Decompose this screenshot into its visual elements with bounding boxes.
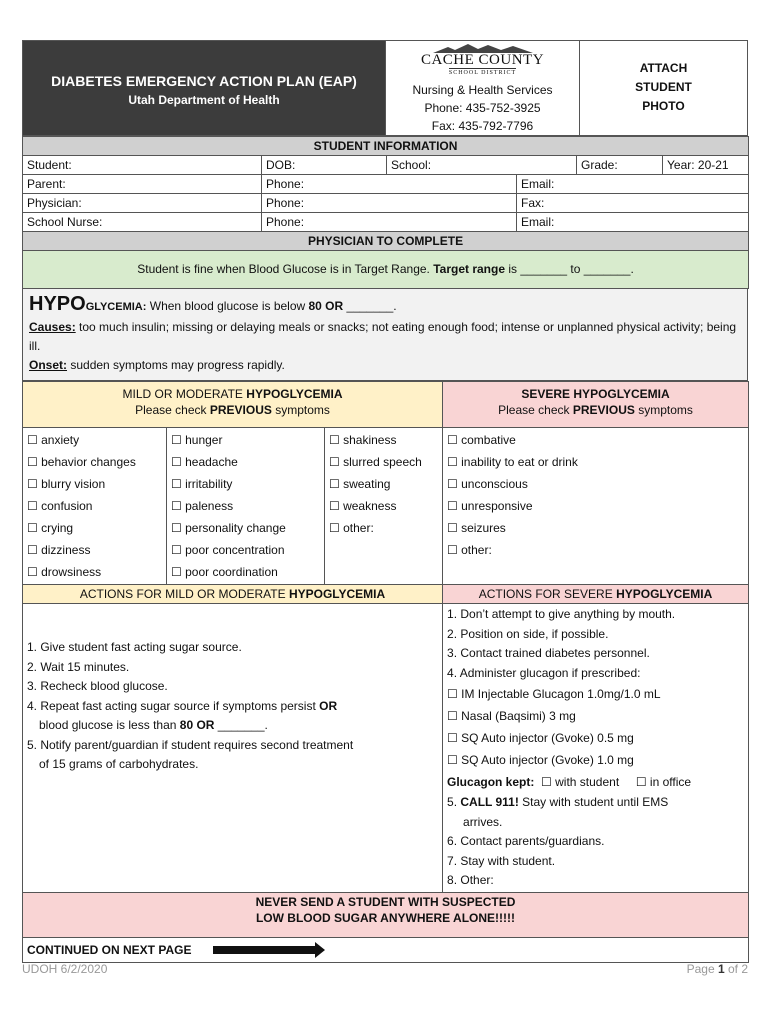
severe-symptoms (443, 428, 749, 585)
nurse-email-field[interactable]: Email: (517, 213, 749, 232)
hypo-desc-blank[interactable]: _______. (343, 299, 397, 313)
symptom-checkbox[interactable]: ☐ behavior changes (27, 455, 136, 469)
symptom-checkbox[interactable]: ☐ seizures (447, 521, 506, 535)
step5-num: 5. (447, 795, 461, 809)
year-field[interactable]: Year: 20-21 (663, 156, 749, 175)
hypo-desc: When blood glucose is below (146, 299, 309, 313)
step4-text: 4. Repeat fast acting sugar source if symptoms persist (27, 698, 320, 713)
form-subtitle: Utah Department of Health (128, 93, 280, 107)
mild-symptoms-col3 (325, 428, 443, 585)
symptom-checkbox[interactable]: ☐ other: (329, 521, 374, 535)
never-alone-warning (23, 892, 749, 937)
symptom-checkbox[interactable]: ☐ hunger (171, 433, 223, 447)
mild-symptoms-col2 (167, 428, 325, 585)
action-step: of 15 grams of carbohydrates. (39, 757, 199, 771)
symptom-checkbox[interactable]: ☐ unconscious (447, 477, 528, 491)
parent-email-field[interactable]: Email: (517, 175, 749, 194)
arrow-right-icon (213, 946, 317, 954)
photo-line-2: STUDENT (635, 80, 692, 94)
continued-row (23, 937, 749, 962)
warning-line-2: LOW BLOOD SUGAR ANYWHERE ALONE!!!!! (255, 910, 516, 925)
action-step (27, 697, 438, 717)
actions-severe-list (443, 604, 749, 893)
student-info-heading: STUDENT INFORMATION (23, 137, 749, 156)
parent-phone-field[interactable]: Phone: (262, 175, 517, 194)
actions-severe-heading (443, 585, 749, 604)
mild-heading-bold: HYPOGLYCEMIA (246, 387, 343, 401)
causes-label: Causes: (29, 320, 76, 334)
logo-sub: SCHOOL DISTRICT (448, 70, 517, 76)
physician-fax-field[interactable]: Fax: (517, 194, 749, 213)
symptom-checkbox[interactable]: ☐ confusion (27, 499, 93, 513)
district-logo (386, 43, 579, 81)
hypoglycemia-section (22, 289, 748, 381)
page-footer (22, 962, 748, 976)
action-step: 3. Contact trained diabetes personnel. (447, 646, 650, 660)
glucagon-checkbox[interactable]: ☐ SQ Auto injector (Gvoke) 1.0 mg (447, 753, 634, 767)
action-step: 8. Other: (447, 873, 494, 887)
mild-check-text: Please check (135, 403, 210, 417)
onset-body: sudden symptoms may progress rapidly. (67, 358, 285, 372)
physician-phone-field[interactable]: Phone: (262, 194, 517, 213)
glucagon-checkbox[interactable]: ☐ IM Injectable Glucagon 1.0mg/1.0 mL (447, 687, 661, 701)
mild-check-bold: PREVIOUS (209, 403, 272, 417)
actions-mild-heading-text: ACTIONS FOR MILD OR MODERATE (79, 587, 289, 601)
step5-text: Stay with student until EMS (518, 795, 669, 809)
symptom-checkbox[interactable]: ☐ paleness (171, 499, 234, 513)
actions-mild-heading-bold: HYPOGLYCEMIA (288, 587, 386, 601)
symptom-checkbox[interactable]: ☐ sweating (329, 477, 391, 491)
services-fax: Fax: 435-792-7796 (431, 119, 534, 133)
severe-check-bold: PREVIOUS (572, 403, 635, 417)
target-range-text: Student is fine when Blood Glucose is in Target Range. (137, 262, 434, 276)
causes-body: too much insulin; missing or delaying meals or snacks; not eating enough food; intense or unplanned physical activity; being ill. (29, 320, 737, 353)
actions-severe-heading-text: ACTIONS FOR SEVERE (478, 587, 617, 601)
form-header (22, 40, 748, 136)
dob-field[interactable]: DOB: (262, 156, 387, 175)
action-step: 5. Notify parent/guardian if student requires second treatment (27, 737, 354, 752)
symptom-checkbox[interactable]: ☐ slurred speech (329, 455, 422, 469)
glucagon-checkbox[interactable]: ☐ Nasal (Baqsimi) 3 mg (447, 709, 576, 723)
action-step: 1. Don’t attempt to give anything by mouth. (447, 607, 676, 621)
form-title: DIABETES EMERGENCY ACTION PLAN (EAP) (51, 73, 357, 89)
glucagon-kept-row (447, 771, 744, 793)
photo-line-3: PHOTO (642, 99, 685, 113)
page-label: Page (686, 962, 718, 976)
page-number (687, 962, 748, 976)
services-phone: Phone: 435-752-3925 (424, 101, 541, 115)
glucagon-kept-label: Glucagon kept: (447, 775, 535, 789)
mild-heading (23, 382, 443, 428)
actions-mild-heading (23, 585, 443, 604)
mild-heading-text: MILD OR MODERATE (122, 387, 247, 401)
action-step: 6. Contact parents/guardians. (447, 834, 605, 848)
parent-field[interactable]: Parent: (23, 175, 262, 194)
continued-label: CONTINUED ON NEXT PAGE (27, 942, 192, 957)
hypo-desc-bold: 80 OR (308, 299, 344, 313)
grade-field[interactable]: Grade: (577, 156, 663, 175)
step4-bold: OR (319, 698, 338, 713)
physician-field[interactable]: Physician: (23, 194, 262, 213)
action-step (447, 793, 744, 813)
severe-heading (443, 382, 749, 428)
action-step: 3. Recheck blood glucose. (27, 679, 168, 693)
hypo-big: HYPO (29, 293, 86, 315)
symptom-checkbox[interactable]: ☐ other: (447, 543, 492, 557)
mild-check-post: symptoms (271, 403, 330, 417)
kept-office-checkbox[interactable]: ☐ in office (635, 775, 692, 789)
kept-student-checkbox[interactable]: ☐ with student (541, 775, 620, 789)
onset-text (29, 356, 741, 375)
hypo-small: GLYCEMIA: (85, 301, 147, 313)
causes-text (29, 318, 741, 356)
severe-check-text: Please check (498, 403, 573, 417)
symptom-checkbox[interactable]: ☐ inability to eat or drink (447, 455, 578, 469)
actions-mild-list (23, 604, 443, 893)
page-total: of 2 (724, 962, 748, 976)
symptom-checkbox[interactable]: ☐ headache (171, 455, 238, 469)
symptoms-table (22, 381, 749, 963)
severe-check-post: symptoms (634, 403, 693, 417)
header-title-block (23, 41, 385, 135)
severe-heading-text: SEVERE HYPOGLYCEMIA (521, 387, 670, 401)
symptom-checkbox[interactable]: ☐ irritability (171, 477, 233, 491)
symptom-checkbox[interactable]: ☐ blurry vision (27, 477, 106, 491)
action-step: 2. Position on side, if possible. (447, 626, 609, 641)
action-step: 7. Stay with student. (447, 853, 556, 868)
action-step: arrives. (463, 814, 503, 829)
symptom-checkbox[interactable]: ☐ unresponsive (447, 499, 533, 513)
mild-symptoms-col1 (23, 428, 167, 585)
symptom-checkbox[interactable]: ☐ shakiness (329, 433, 397, 447)
symptom-checkbox[interactable]: ☐ personality change (171, 521, 286, 535)
warning-line-1: NEVER SEND A STUDENT WITH SUSPECTED (255, 894, 516, 909)
target-range-bold: Target range (433, 262, 506, 276)
symptom-checkbox[interactable]: ☐ combative (447, 433, 516, 447)
onset-label: Onset: (29, 358, 68, 372)
symptom-checkbox[interactable]: ☐ crying (27, 521, 74, 535)
symptom-checkbox[interactable]: ☐ anxiety (27, 433, 80, 447)
nurse-field[interactable]: School Nurse: (23, 213, 262, 232)
action-step: 4. Administer glucagon if prescribed: (447, 665, 641, 680)
action-step: 1. Give student fast acting sugar source. (27, 640, 242, 654)
glucagon-checkbox[interactable]: ☐ SQ Auto injector (Gvoke) 0.5 mg (447, 731, 634, 745)
services-label: Nursing & Health Services (412, 83, 553, 97)
action-step (27, 716, 438, 736)
footer-version: UDOH 6/2/2020 (22, 962, 108, 976)
action-step: 2. Wait 15 minutes. (27, 659, 130, 674)
symptom-checkbox[interactable]: ☐ drowsiness (27, 565, 102, 579)
actions-severe-heading-bold: HYPOGLYCEMIA (616, 587, 713, 601)
symptom-checkbox[interactable]: ☐ weakness (329, 499, 397, 513)
eap-form (22, 40, 748, 963)
hypoglycemia-title (29, 293, 741, 316)
step4b-text: blood glucose is less than (39, 718, 180, 732)
nurse-phone-field[interactable]: Phone: (262, 213, 517, 232)
step4b-blank[interactable]: _______. (214, 718, 268, 732)
target-range-blanks[interactable]: is _______ to _______. (505, 262, 634, 276)
call-911-text: CALL 911! (460, 795, 519, 809)
symptom-checkbox[interactable]: ☐ dizziness (27, 543, 91, 557)
logo-name: CACHE COUNTY (420, 52, 545, 68)
student-info-table (22, 136, 749, 289)
physician-heading: PHYSICIAN TO COMPLETE (23, 232, 749, 251)
school-contact-block (385, 41, 579, 135)
attach-photo-box (579, 41, 747, 135)
step4b-bold: 80 OR (179, 718, 215, 732)
symptom-checkbox[interactable]: ☐ poor coordination (171, 565, 278, 579)
page-current: 1 (717, 962, 725, 976)
school-field[interactable]: School: (387, 156, 577, 175)
photo-line-1: ATTACH (639, 61, 688, 75)
symptom-checkbox[interactable]: ☐ poor concentration (171, 543, 285, 557)
target-range-row (23, 251, 749, 289)
student-name-field[interactable]: Student: (23, 156, 262, 175)
